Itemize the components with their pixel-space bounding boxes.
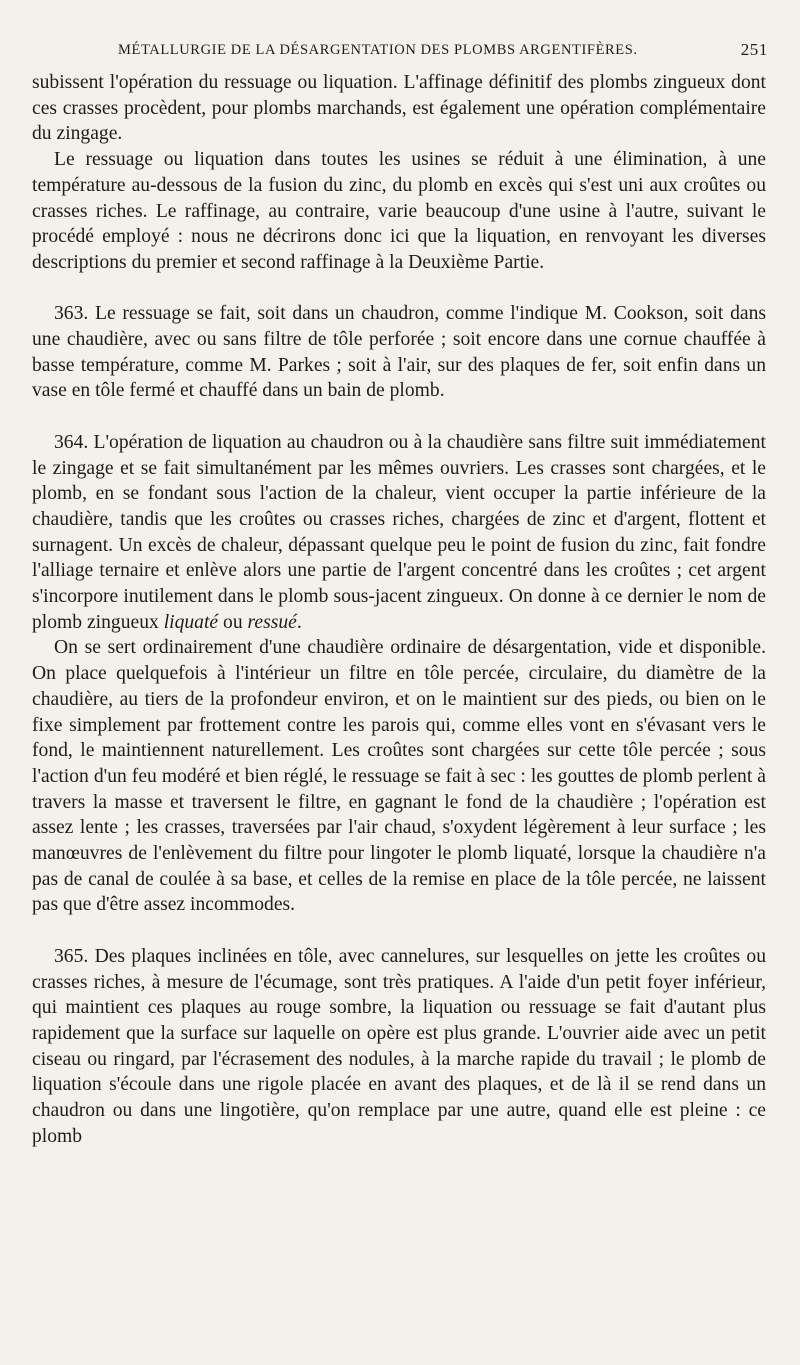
paragraph-continuation [32, 70, 766, 147]
paragraph-text: ou [218, 611, 248, 633]
paragraph-section-364 [32, 430, 766, 636]
paragraph-text: On se sert ordinairement d'une chaudière ordinaire de désargentation, vide et disponible. On place quelquefois à l'intérieur un filtre en tôle percée, circulaire, du diamètre de la chaudière, au tiers de la profondeur environ, et on le maintient sur des pieds, ou bien on le fixe simplement par frottement contre les parois qui, comme elles vont en s'évasant vers le fond, le maintiennent naturellement. Les croûtes sont chargées sur cette tôle percée ; sous l'action d'un feu modéré et bien réglé, le ressuage se fait à sec : les gouttes de plomb perlent à travers la masse et traversent le filtre, en gagnant le fond de la chaudière ; l'opération est assez lente ; les crasses, traversées par l'air chaud, s'oxydent légèrement à leur surface ; les manœuvres de l'enlèvement du filtre pour lingoter le plomb liquaté, lorsque la chaudière n'a pas de canal de coulée à sa base, et celles de la remise en place de la tôle percée, ne laissent pas que d'être assez incommodes. [32, 637, 766, 916]
paragraph [32, 635, 766, 918]
paragraph-text: Le ressuage ou liquation dans toutes les usines se réduit à une élimination, à une température au-dessous de la fusion du zinc, du plomb en excès qui s'est uni aux croûtes ou crasses riches. Le raffinage, au contraire, varie beaucoup d'une usine à l'autre, suivant le procédé employé : nous ne décrirons donc ici que la liquation, en renvoyant les diverses descriptions du premier et second raffinage à la Deuxième Partie. [32, 149, 766, 273]
paragraph-section-363 [32, 301, 766, 404]
body-text [32, 70, 766, 1149]
running-title: MÉTALLURGIE DE LA DÉSARGENTATION DES PLOMBS ARGENTIFÈRES. [118, 42, 638, 58]
paragraph-text: 364. L'opération de liquation au chaudron ou à la chaudière sans filtre suit immédiatement le zingage et se fait simultanément par les mêmes ouvriers. Les crasses sont chargées, et le plomb, en se fondant sous l'action de la chaleur, vient occuper la partie inférieure de la chaudière, tandis que les croûtes ou crasses riches, chargées de zinc et d'argent, flottent et surnagent. Un excès de chaleur, dépassant quelque peu le point de fusion du zinc, fait fondre l'alliage ternaire et enlève alors une partie de l'argent concentré dans les croûtes ; cet argent s'incorpore inutilement dans le plomb sous-jacent zingueux. On donne à ce dernier le nom de plomb zingueux [32, 431, 766, 633]
paragraph-text: 363. Le ressuage se fait, soit dans un chaudron, comme l'indique M. Cookson, soit dans une chaudière, avec ou sans filtre de tôle perforée ; soit encore dans une cornue chauffée à basse température, comme M. Parkes ; soit à l'air, sur des plaques de fer, soit enfin dans un vase en tôle fermé et chauffé dans un bain de plomb. [32, 303, 766, 402]
running-header [32, 38, 766, 66]
italic-term: liquaté [163, 611, 219, 633]
book-page [32, 38, 766, 1149]
paragraph-text: subissent l'opération du ressuage ou liquation. L'affinage définitif des plombs zingueux dont ces crasses procèdent, pour plombs marchands, est également une opération complémentaire du zingage. [32, 72, 766, 145]
paragraph-text: . [296, 611, 302, 633]
paragraph [32, 147, 766, 276]
paragraph-text: 365. Des plaques inclinées en tôle, avec cannelures, sur lesquelles on jette les croûtes ou crasses riches, à mesure de l'écumage, sont très pratiques. A l'aide d'un petit foyer inférieur, qui maintient ces plaques au rouge sombre, la liquation ou ressuage se fait d'autant plus rapidement que la surface sur laquelle on opère est plus grande. L'ouvrier aide avec un petit ciseau ou ringard, par l'écrasement des nodules, à la marche rapide du travail ; le plomb de liquation s'écoule dans une rigole placée en avant des plaques, et de là il se rend dans un chaudron ou dans une lingotière, qu'on remplace par une autre, quand elle est pleine : ce plomb [32, 945, 766, 1147]
italic-term: ressué [247, 611, 297, 633]
paragraph-section-365 [32, 944, 766, 1150]
page-number: 251 [740, 40, 768, 59]
